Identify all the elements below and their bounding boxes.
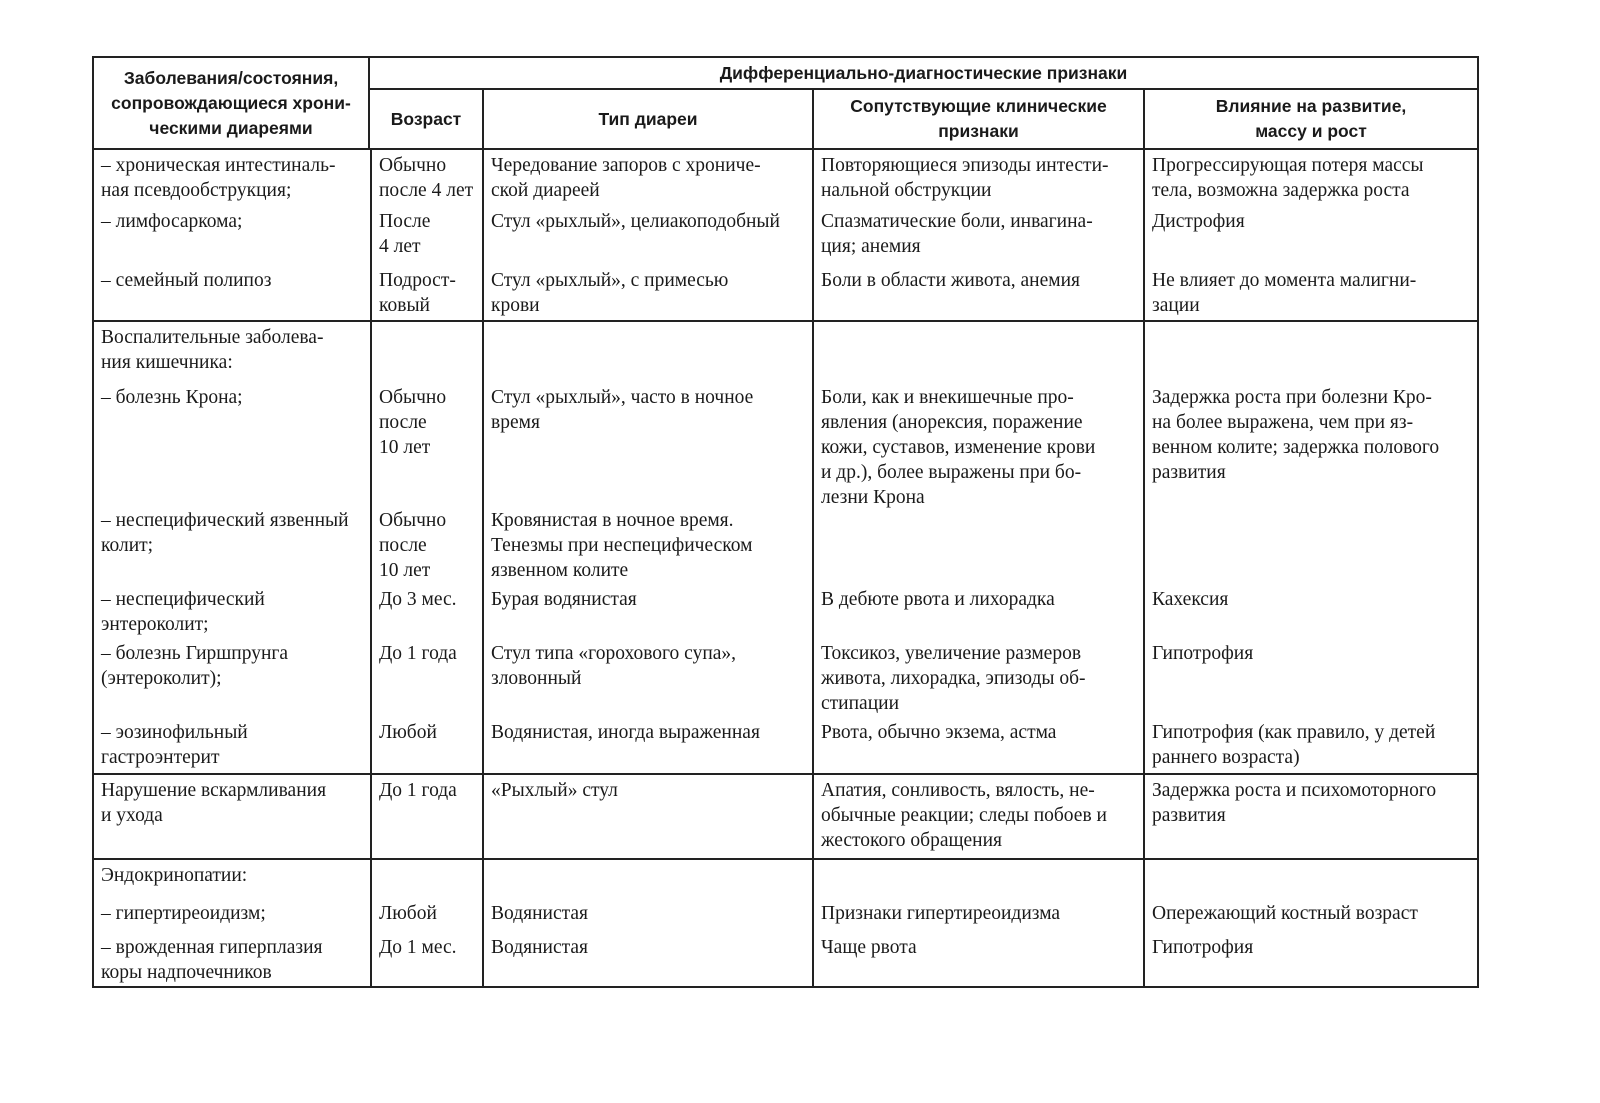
header-subcolumns xyxy=(370,90,1477,148)
header-diarrhea-type: Тип диареи xyxy=(482,90,812,148)
disease-cell: – эозинофильный гастроэнтерит xyxy=(101,722,248,768)
age-cell: До 1 года xyxy=(370,775,482,858)
table-row xyxy=(94,638,1477,717)
disease-cell: – лимфосаркома; xyxy=(101,211,243,232)
growth-effect-cell xyxy=(1143,860,1477,898)
table-row xyxy=(94,322,1477,382)
header-clinical-signs: Сопутствующие клинические признаки xyxy=(812,90,1143,148)
clinical-signs-cell: Апатия, сонливость, вялость, не- обычные реакции; следы побоев и жестокого обращения xyxy=(812,775,1143,858)
age-cell: После 4 лет xyxy=(370,206,482,265)
age-cell: Любой xyxy=(370,717,482,773)
disease-cell: – неспецифический энтероколит; xyxy=(101,589,265,635)
table-body xyxy=(94,150,1477,986)
disease-cell: Эндокринопатии: xyxy=(101,865,248,886)
growth-effect-cell: Прогрессирующая потеря массы тела, возможна задержка роста xyxy=(1143,150,1477,206)
disease-cell: – болезнь Гиршпрунга (энтероколит); xyxy=(101,643,289,689)
disease-cell: – семейный полипоз xyxy=(101,270,272,291)
age-cell xyxy=(370,322,482,382)
table-row-group xyxy=(94,150,1477,322)
age-cell: До 1 года xyxy=(370,638,482,717)
diagnostic-table xyxy=(92,56,1479,988)
growth-effect-cell xyxy=(1143,505,1477,584)
disease-cell: – неспецифический язвенный колит; xyxy=(101,510,349,556)
clinical-signs-cell xyxy=(812,860,1143,898)
clinical-signs-cell: Признаки гипертиреоидизма xyxy=(812,898,1143,932)
diarrhea-type-cell: Стул «рыхлый», целиакоподобный xyxy=(482,206,812,265)
diarrhea-type-cell: Стул «рыхлый», часто в ночное время xyxy=(482,382,812,505)
table-row xyxy=(94,505,1477,584)
age-cell: Обычно после 4 лет xyxy=(370,150,482,206)
table-row-group xyxy=(94,775,1477,860)
diarrhea-type-cell: Стул «рыхлый», с примесью крови xyxy=(482,265,812,320)
age-cell: Обычно после 10 лет xyxy=(370,382,482,505)
diarrhea-type-cell xyxy=(482,860,812,898)
table-row xyxy=(94,265,1477,320)
table-row-group xyxy=(94,860,1477,986)
growth-effect-cell: Задержка роста и психомоторного развития xyxy=(1143,775,1477,858)
age-cell: Любой xyxy=(370,898,482,932)
growth-effect-cell: Дистрофия xyxy=(1143,206,1477,265)
age-cell: До 1 мес. xyxy=(370,932,482,986)
diarrhea-type-cell: Бурая водянистая xyxy=(482,584,812,638)
table-row xyxy=(94,860,1477,898)
disease-cell: Воспалительные заболева- ния кишечника: xyxy=(101,327,324,373)
diarrhea-type-cell: Кровянистая в ночное время. Тенезмы при неспецифическом язвенном колите xyxy=(482,505,812,584)
diarrhea-type-cell: Водянистая xyxy=(482,932,812,986)
age-cell: До 3 мес. xyxy=(370,584,482,638)
table-row xyxy=(94,150,1477,206)
table-row xyxy=(94,932,1477,986)
disease-cell: Нарушение вскармливания и ухода xyxy=(101,780,327,826)
diarrhea-type-cell xyxy=(482,322,812,382)
clinical-signs-cell: Боли, как и внекишечные про- явления (анорексия, поражение кожи, суставов, изменение крови и др.), более выражены при бо- лезни Крона xyxy=(812,382,1143,505)
table-row xyxy=(94,584,1477,638)
header-growth-effect: Влияние на развитие, массу и рост xyxy=(1143,90,1477,148)
table-row xyxy=(94,717,1477,773)
disease-cell: – гипертиреоидизм; xyxy=(101,903,266,924)
table-row xyxy=(94,206,1477,265)
clinical-signs-cell: Чаще рвота xyxy=(812,932,1143,986)
diarrhea-type-cell: «Рыхлый» стул xyxy=(482,775,812,858)
clinical-signs-cell: Повторяющиеся эпизоды интести- нальной обструкции xyxy=(812,150,1143,206)
header-group-title: Дифференциально-диагностические признаки xyxy=(370,58,1477,90)
header-age: Возраст xyxy=(390,108,462,129)
disease-cell: – болезнь Крона; xyxy=(101,387,243,408)
growth-effect-cell: Опережающий костный возраст xyxy=(1143,898,1477,932)
diarrhea-type-cell: Водянистая, иногда выраженная xyxy=(482,717,812,773)
table-row xyxy=(94,898,1477,932)
disease-cell: – хроническая интестиналь- ная псевдообструкция; xyxy=(101,155,336,201)
growth-effect-cell: Гипотрофия (как правило, у детей раннего возраста) xyxy=(1143,717,1477,773)
growth-effect-cell: Не влияет до момента малигни- зации xyxy=(1143,265,1477,320)
age-cell xyxy=(370,860,482,898)
diarrhea-type-cell: Водянистая xyxy=(482,898,812,932)
clinical-signs-cell xyxy=(812,322,1143,382)
header-signs-group xyxy=(368,58,1477,148)
growth-effect-cell: Гипотрофия xyxy=(1143,638,1477,717)
age-cell: Подрост- ковый xyxy=(370,265,482,320)
clinical-signs-cell xyxy=(812,505,1143,584)
clinical-signs-cell: Рвота, обычно экзема, астма xyxy=(812,717,1143,773)
table-row xyxy=(94,382,1477,508)
diarrhea-type-cell: Чередование запоров с хрониче- ской диареей xyxy=(482,150,812,206)
clinical-signs-cell: В дебюте рвота и лихорадка xyxy=(812,584,1143,638)
table-row xyxy=(94,775,1477,858)
growth-effect-cell: Гипотрофия xyxy=(1143,932,1477,986)
header-disease: Заболевания/состояния, сопровождающиеся хрони- ческими диареями xyxy=(111,67,351,138)
table-row-group xyxy=(94,322,1477,775)
clinical-signs-cell: Боли в области живота, анемия xyxy=(812,265,1143,320)
clinical-signs-cell: Спазматические боли, инвагина- ция; анемия xyxy=(812,206,1143,265)
disease-cell: – врожденная гиперплазия коры надпочечников xyxy=(101,937,323,983)
age-cell: Обычно после 10 лет xyxy=(370,505,482,584)
growth-effect-cell: Задержка роста при болезни Кро- на более выражена, чем при яз- венном колите; задержка полового развития xyxy=(1143,382,1477,505)
clinical-signs-cell: Токсикоз, увеличение размеров живота, лихорадка, эпизоды об- стипации xyxy=(812,638,1143,717)
table-header xyxy=(94,58,1477,150)
diarrhea-type-cell: Стул типа «горохового супа», зловонный xyxy=(482,638,812,717)
growth-effect-cell: Кахексия xyxy=(1143,584,1477,638)
growth-effect-cell xyxy=(1143,322,1477,382)
